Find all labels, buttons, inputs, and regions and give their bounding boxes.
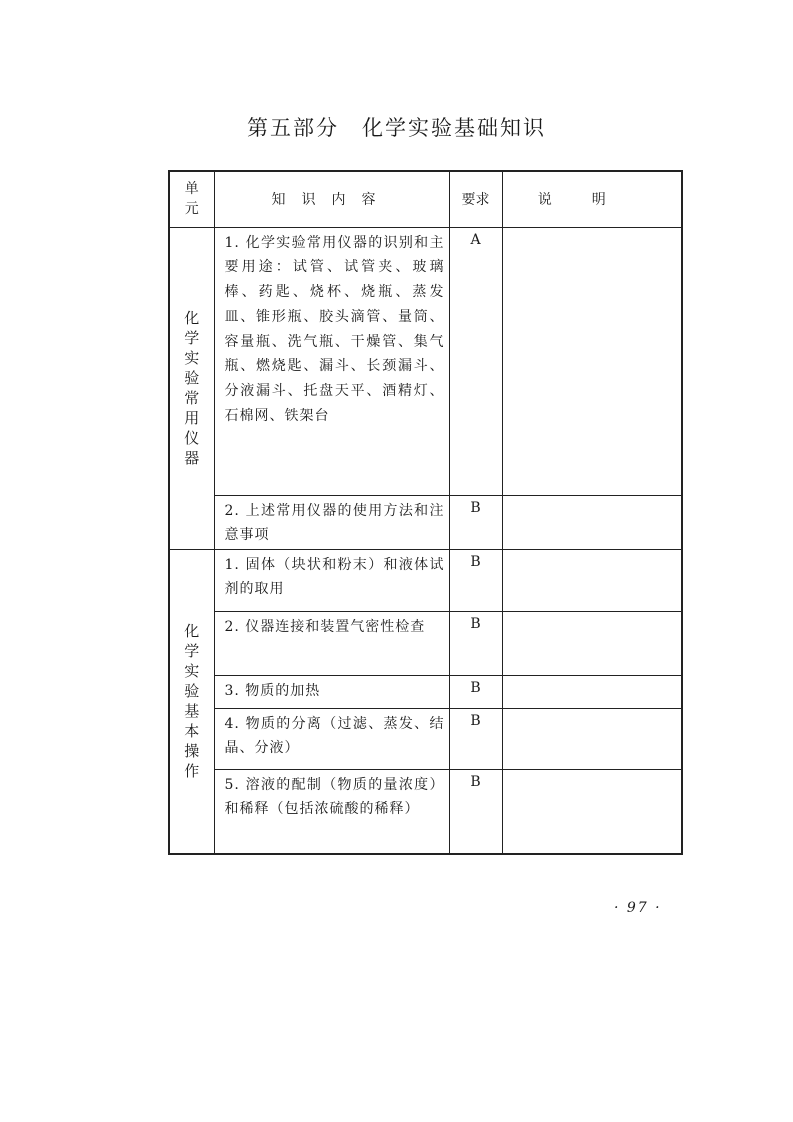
explanation-cell	[502, 675, 682, 708]
requirement-cell: B	[449, 495, 502, 549]
explanation-cell	[502, 549, 682, 611]
table-row	[169, 549, 682, 611]
table-row	[169, 611, 682, 675]
page-title: 第五部分 化学实验基础知识	[247, 116, 546, 140]
content-cell: 5. 溶液的配制（物质的量浓度）和稀释（包括浓硫酸的稀释）	[214, 769, 449, 854]
requirement-cell: B	[449, 611, 502, 675]
requirement-cell: B	[449, 675, 502, 708]
unit-cell-operations: 化学实验基本操作	[169, 549, 214, 854]
requirement-cell: A	[449, 227, 502, 495]
header-requirement: 要求	[449, 171, 502, 227]
content-cell: 2. 上述常用仪器的使用方法和注意事项	[214, 495, 449, 549]
content-cell: 1. 化学实验常用仪器的识别和主要用途：试管、试管夹、玻璃棒、药匙、烧杯、烧瓶、蒸发皿、锥形瓶、胶头滴管、量筒、容量瓶、洗气瓶、干燥管、集气瓶、燃烧匙、漏斗、长颈漏斗、分液漏斗、托盘天平、酒精灯、石棉网、铁架台	[214, 227, 449, 495]
table-row	[169, 769, 682, 854]
header-content: 知识内容	[214, 171, 449, 227]
page-number: · 97 ·	[614, 900, 662, 916]
knowledge-table	[168, 170, 683, 855]
explanation-cell	[502, 611, 682, 675]
header-explanation: 说明	[502, 171, 682, 227]
table-row	[169, 227, 682, 495]
explanation-cell	[502, 227, 682, 495]
explanation-cell	[502, 769, 682, 854]
explanation-cell	[502, 495, 682, 549]
table-header-row	[169, 171, 682, 227]
content-cell: 3. 物质的加热	[214, 675, 449, 708]
explanation-cell	[502, 708, 682, 769]
requirement-cell: B	[449, 769, 502, 854]
requirement-cell: B	[449, 708, 502, 769]
content-cell: 1. 固体（块状和粉末）和液体试剂的取用	[214, 549, 449, 611]
header-unit: 单元	[169, 171, 214, 227]
unit-cell-instruments: 化学实验常用仪器	[169, 227, 214, 549]
requirement-cell: B	[449, 549, 502, 611]
content-cell: 4. 物质的分离（过滤、蒸发、结晶、分液）	[214, 708, 449, 769]
table-row	[169, 675, 682, 708]
table-row	[169, 495, 682, 549]
table-row	[169, 708, 682, 769]
content-cell: 2. 仪器连接和装置气密性检查	[214, 611, 449, 675]
